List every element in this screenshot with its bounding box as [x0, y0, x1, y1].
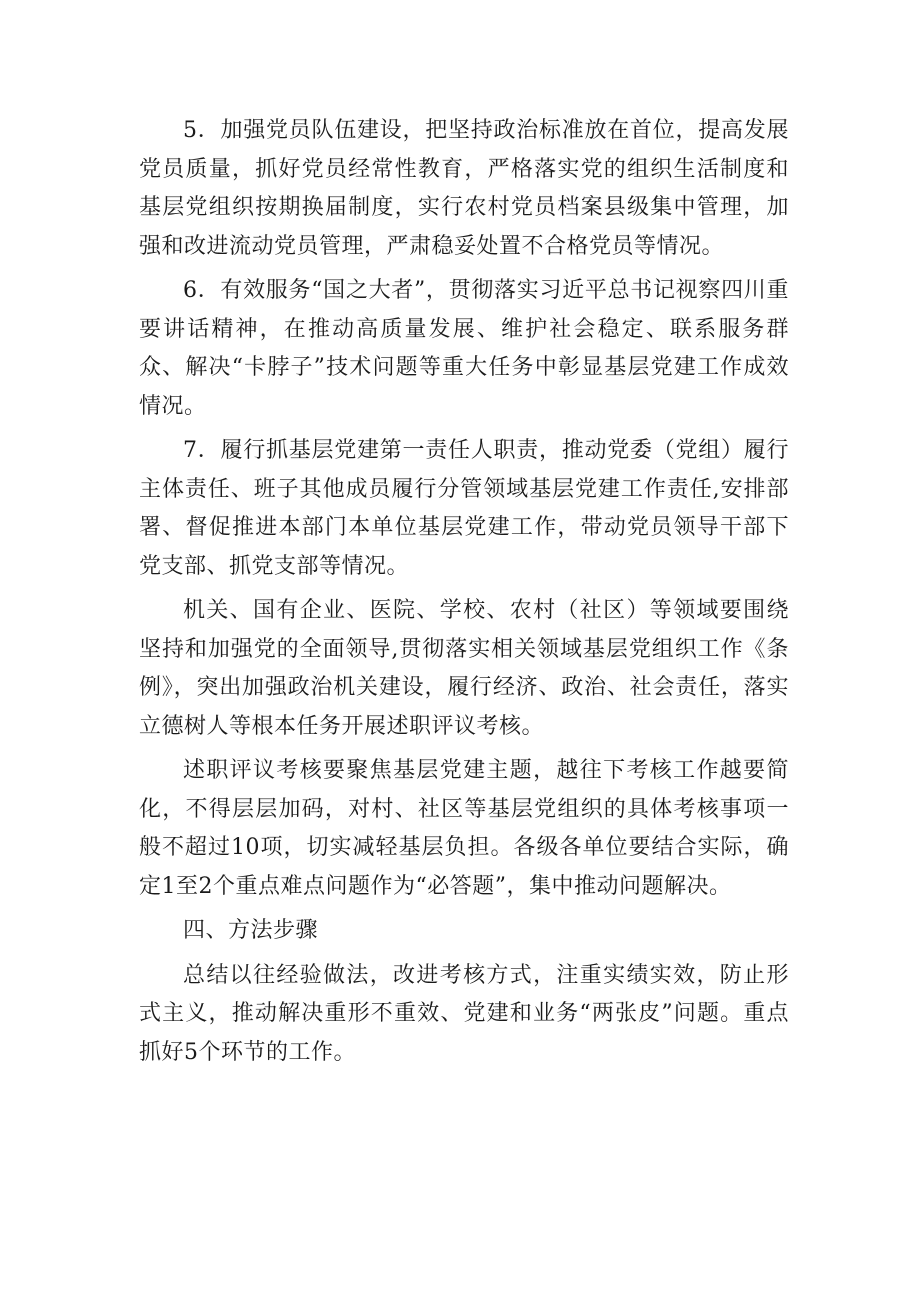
paragraph-domains: 机关、国有企业、医院、学校、农村（社区）等领域要围绕坚持和加强党的全面领导,贯彻落实相关领域基层党组织工作《条例》，突出加强政治机关建设，履行经济、政治、社会责任，落实立德树人等根本任务开展述职评议考核。	[139, 598, 789, 739]
paragraph-item-6: 6．有效服务“国之大者”，贯彻落实习近平总书记视察四川重要讲话精神，在推动高质量发展、维护社会稳定、联系服务群众、解决“卡脖子”技术问题等重大任务中彰显基层党建工作成效情况。	[139, 278, 789, 419]
document-body	[139, 112, 789, 1078]
paragraph-focus: 述职评议考核要聚焦基层党建主题，越往下考核工作越要简化，不得层层加码，对村、社区等基层党组织的具体考核事项一般不超过10项，切实减轻基层负担。各级各单位要结合实际，确定1至2个重点难点问题作为“必答题”，集中推动问题解决。	[139, 758, 789, 899]
paragraph-item-5: 5．加强党员队伍建设，把坚持政治标准放在首位，提高发展党员质量，抓好党员经常性教育，严格落实党的组织生活制度和基层党组织按期换届制度，实行农村党员档案县级集中管理，加强和改进流动党员管理，严肃稳妥处置不合格党员等情况。	[139, 118, 789, 259]
section-heading-methods: 四、方法步骤	[183, 918, 319, 943]
paragraph-summary: 总结以往经验做法，改进考核方式，注重实绩实效，防止形式主义，推动解决重形不重效、党建和业务“两张皮”问题。重点抓好5个环节的工作。	[139, 962, 789, 1065]
paragraph-item-7: 7．履行抓基层党建第一责任人职责，推动党委（党组）履行主体责任、班子其他成员履行分管领域基层党建工作责任,安排部署、督促推进本部门本单位基层党建工作，带动党员领导干部下党支部、抓党支部等情况。	[139, 438, 789, 579]
